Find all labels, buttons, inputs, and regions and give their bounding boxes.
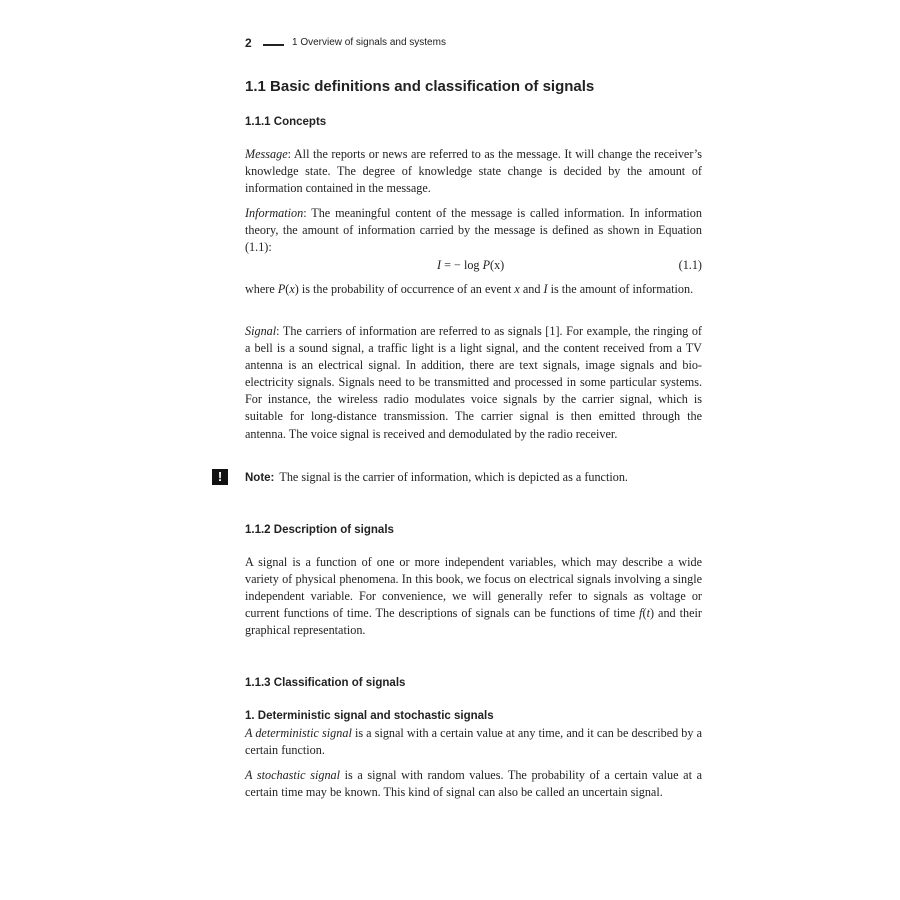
- subsection-heading-concepts: 1.1.1 Concepts: [245, 116, 327, 128]
- exclamation-icon: !: [212, 469, 228, 485]
- subsection-heading-classification: 1.1.3 Classification of signals: [245, 677, 406, 689]
- equation-number: (1.1): [678, 258, 702, 272]
- note-label: Note:: [245, 472, 275, 484]
- section-heading: 1.1 Basic definitions and classification of signals: [245, 78, 595, 95]
- equation-1-1: [245, 258, 702, 275]
- page-content: [217, 36, 703, 800]
- page-number: 2: [245, 36, 252, 50]
- item-heading-deterministic: 1. Deterministic signal and stochastic signals: [245, 710, 494, 722]
- running-header: [245, 36, 702, 52]
- term-message: Message: [245, 147, 288, 161]
- header-dash: [263, 44, 284, 46]
- subsection-heading-description: 1.1.2 Description of signals: [245, 524, 394, 536]
- paragraph-information: Information: The meaningful content of the message is called information. In information theory, the amount of information carried by the message is defined as shown in Equation (1.1):: [245, 206, 702, 255]
- paragraph-message: Message: All the reports or news are referred to as the message. It will change the receiver’s knowledge state. The degree of knowledge state change is decided by the amount of information contained in the message.: [245, 147, 702, 196]
- paragraph-stochastic: A stochastic signal is a signal with random values. The probability of a certain value at a certain time may be known. This kind of signal can also be called an uncertain signal.: [245, 768, 703, 800]
- term-signal: Signal: [245, 324, 277, 338]
- equation-body: I = − log P(x): [437, 258, 505, 272]
- chapter-title: 1 Overview of signals and systems: [292, 37, 446, 48]
- paragraph-description: A signal is a function of one or more independent variables, which may describe a wide variety of physical phenomena. In this book, we focus on electrical signals involving a single independent variable. For convenience, we will generally refer to signals as voltage or current functions of time. The descriptions of signals can be functions of time f(t) and their graphical representation.: [245, 555, 702, 638]
- paragraph-signal: Signal: The carriers of information are referred to as signals [1]. For example, the ringing of a bell is a sound signal, a traffic light is a light signal, and the content received from a TV antenna is an electrical signal. In addition, there are text signals, image signals and bio-electricity signals. Signals need to be transmitted and processed in some particular systems. For instance, the wireless radio modulates voice signals by the carrier signal, which is suitable for long-distance transmission. The carrier signal is then emitted through the antenna. The voice signal is received and demodulated by the radio receiver.: [245, 324, 702, 441]
- paragraph-where: where P(x) is the probability of occurrence of an event x and I is the amount of information.: [245, 282, 694, 296]
- note-text: The signal is the carrier of information, which is depicted as a function.: [279, 470, 628, 484]
- paragraph-deterministic: A deterministic signal is a signal with a certain value at any time, and it can be described by a certain function.: [245, 726, 703, 758]
- term-information: Information: [245, 206, 304, 220]
- note-box: [245, 470, 628, 485]
- term-deterministic: A deterministic signal: [245, 726, 352, 740]
- term-stochastic: A stochastic signal: [245, 768, 341, 782]
